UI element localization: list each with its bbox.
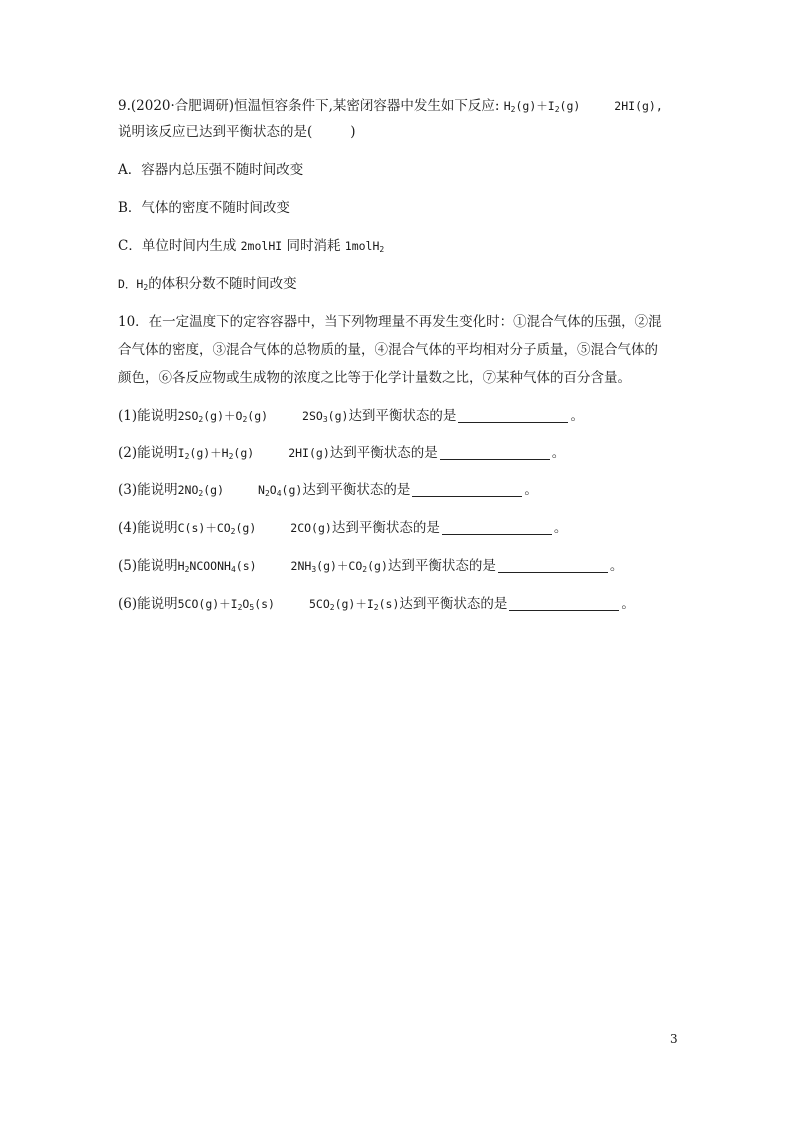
- q10-item-5: (5)能说明$H_2NCOONH_4(s)$ $2NH_3(g)+CO_2(g)$达到平衡状态的是 。: [118, 558, 624, 574]
- q10-item-6: (6)能说明$5CO(g)+I_2O_5(s)$ $5CO_2(g)+I_2(s)$达到平衡状态的是 。: [118, 596, 635, 612]
- q9-option-a: A．容器内总压强不随时间改变: [118, 162, 304, 178]
- q9-reaction: $H_2(g)+I_2(g)$ 2HI(g),: [503, 99, 663, 114]
- answer-blank-1[interactable]: [458, 408, 568, 423]
- answer-blank-6[interactable]: [509, 596, 619, 611]
- answer-blank-2[interactable]: [440, 445, 550, 460]
- q9-stem2-close: ): [350, 124, 356, 140]
- answer-blank-5[interactable]: [498, 558, 608, 573]
- q10-item-3: (3)能说明$2NO_2(g)$ $N_2O_4(g)$达到平衡状态的是 。: [118, 482, 538, 498]
- q9-stem2: 说明该反应已达到平衡状态的是(: [118, 124, 313, 140]
- page-number: 3: [670, 1032, 678, 1046]
- q10-item-4: (4)能说明$C(s)+CO_2(g)$ 2CO(g)达到平衡状态的是 。: [118, 520, 568, 536]
- q9-option-c: C．单位时间内生成 2molHI 同时消耗 1molH$_2$: [118, 238, 385, 254]
- answer-blank-3[interactable]: [412, 482, 522, 497]
- q10-item-2: (2)能说明$I_2(g)+H_2(g)$ 2HI(g)达到平衡状态的是 。: [118, 445, 566, 461]
- q9-stem: 恒温恒容条件下,某密闭容器中发生如下反应:: [234, 98, 500, 114]
- q10-item-1: (1)能说明$2SO_2(g)+O_2(g)$ $2SO_3(g)$达到平衡状态的是 。: [118, 408, 584, 424]
- q10-line3: 颜色，⑥各反应物或生成物的浓度之比等于化学计量数之比，⑦某种气体的百分含量。: [118, 370, 631, 386]
- q9-line1: [118, 97, 663, 115]
- q9-line2: [118, 123, 356, 141]
- q10-line2: 合气体的密度，③混合气体的总物质的量，④混合气体的平均相对分子质量，⑤混合气体的: [118, 342, 658, 358]
- q10-line1: 10．在一定温度下的定容容器中，当下列物理量不再发生变化时：①混合气体的压强，②混: [118, 314, 662, 330]
- q9-source: (2020·合肥调研): [130, 98, 235, 114]
- answer-blank-4[interactable]: [442, 520, 552, 535]
- q9-option-d: D．$H_2$的体积分数不随时间改变: [118, 276, 297, 292]
- q9-number: 9.: [118, 98, 131, 114]
- q9-option-b: B．气体的密度不随时间改变: [118, 200, 290, 216]
